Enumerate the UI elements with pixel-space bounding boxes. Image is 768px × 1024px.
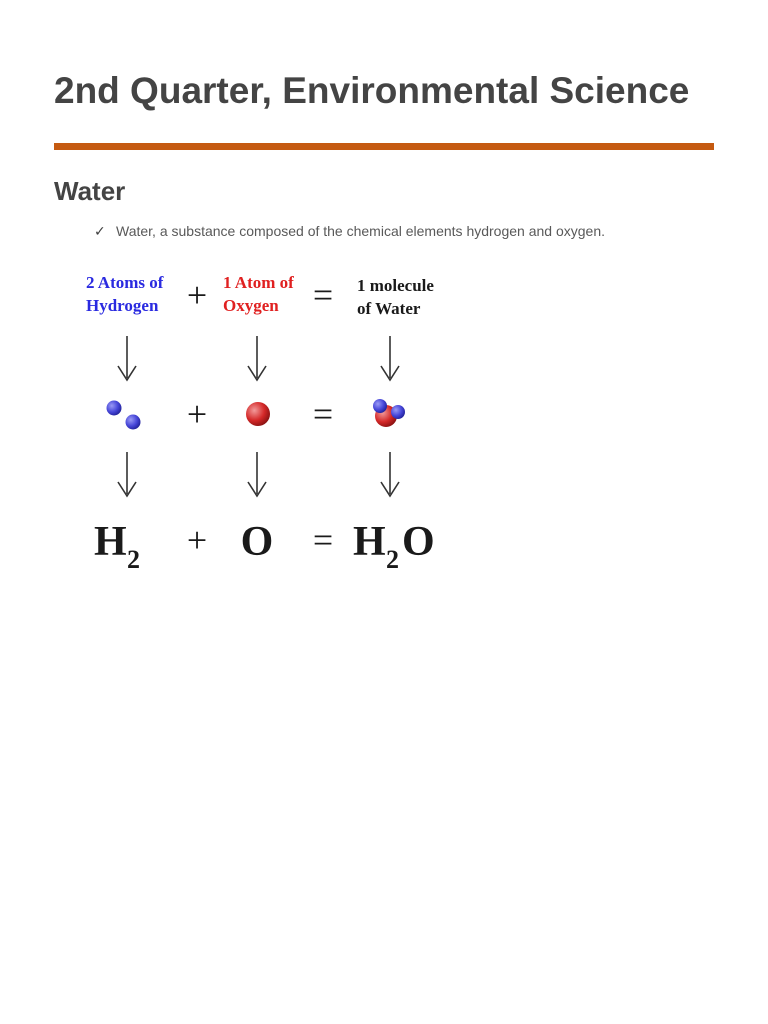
formula-o: O bbox=[240, 519, 274, 565]
down-arrow-icon bbox=[381, 452, 399, 496]
oxygen-atom-icon bbox=[246, 402, 270, 426]
water-label-line1: 1 molecule bbox=[357, 276, 434, 295]
down-arrow-icon bbox=[381, 336, 399, 380]
hydrogen-atoms-icon bbox=[107, 401, 141, 430]
bullet-text: Water, a substance composed of the chemical elements hydrogen and oxygen. bbox=[116, 223, 605, 239]
plus-sign-row1: + bbox=[186, 275, 208, 315]
checkmark-icon: ✓ bbox=[94, 223, 106, 239]
oxygen-label-line1: 1 Atom of bbox=[223, 273, 294, 292]
formula-h2 bbox=[94, 519, 140, 574]
water-label-line2: of Water bbox=[357, 299, 421, 318]
formula-h2-base: H bbox=[94, 519, 127, 565]
title-divider bbox=[54, 143, 714, 150]
equals-sign-row1: = bbox=[312, 275, 334, 315]
oxygen-label-line2: Oxygen bbox=[223, 296, 279, 315]
hydrogen-label-line2: Hydrogen bbox=[86, 296, 159, 315]
formula-h2o-h: H bbox=[353, 519, 386, 565]
plus-sign-row3: + bbox=[186, 520, 208, 560]
down-arrow-icon bbox=[248, 452, 266, 496]
hydrogen-label-line1: 2 Atoms of bbox=[86, 273, 164, 292]
water-equation-diagram bbox=[82, 262, 454, 582]
formula-h2-subscript: 2 bbox=[127, 545, 140, 574]
plus-sign-row2: + bbox=[186, 394, 208, 434]
formula-h2o-subscript: 2 bbox=[386, 545, 399, 574]
down-arrow-icon bbox=[118, 336, 136, 380]
down-arrow-icon bbox=[118, 452, 136, 496]
formula-h2o-o: O bbox=[402, 519, 435, 565]
equals-sign-row2: = bbox=[312, 394, 334, 434]
formula-h2o bbox=[353, 519, 435, 574]
section-heading: Water bbox=[54, 176, 126, 206]
page-title: 2nd Quarter, Environmental Science bbox=[54, 70, 690, 111]
water-molecule-icon bbox=[373, 399, 405, 427]
equals-sign-row3: = bbox=[312, 520, 334, 560]
down-arrow-icon bbox=[248, 336, 266, 380]
bullet-item bbox=[94, 223, 605, 240]
